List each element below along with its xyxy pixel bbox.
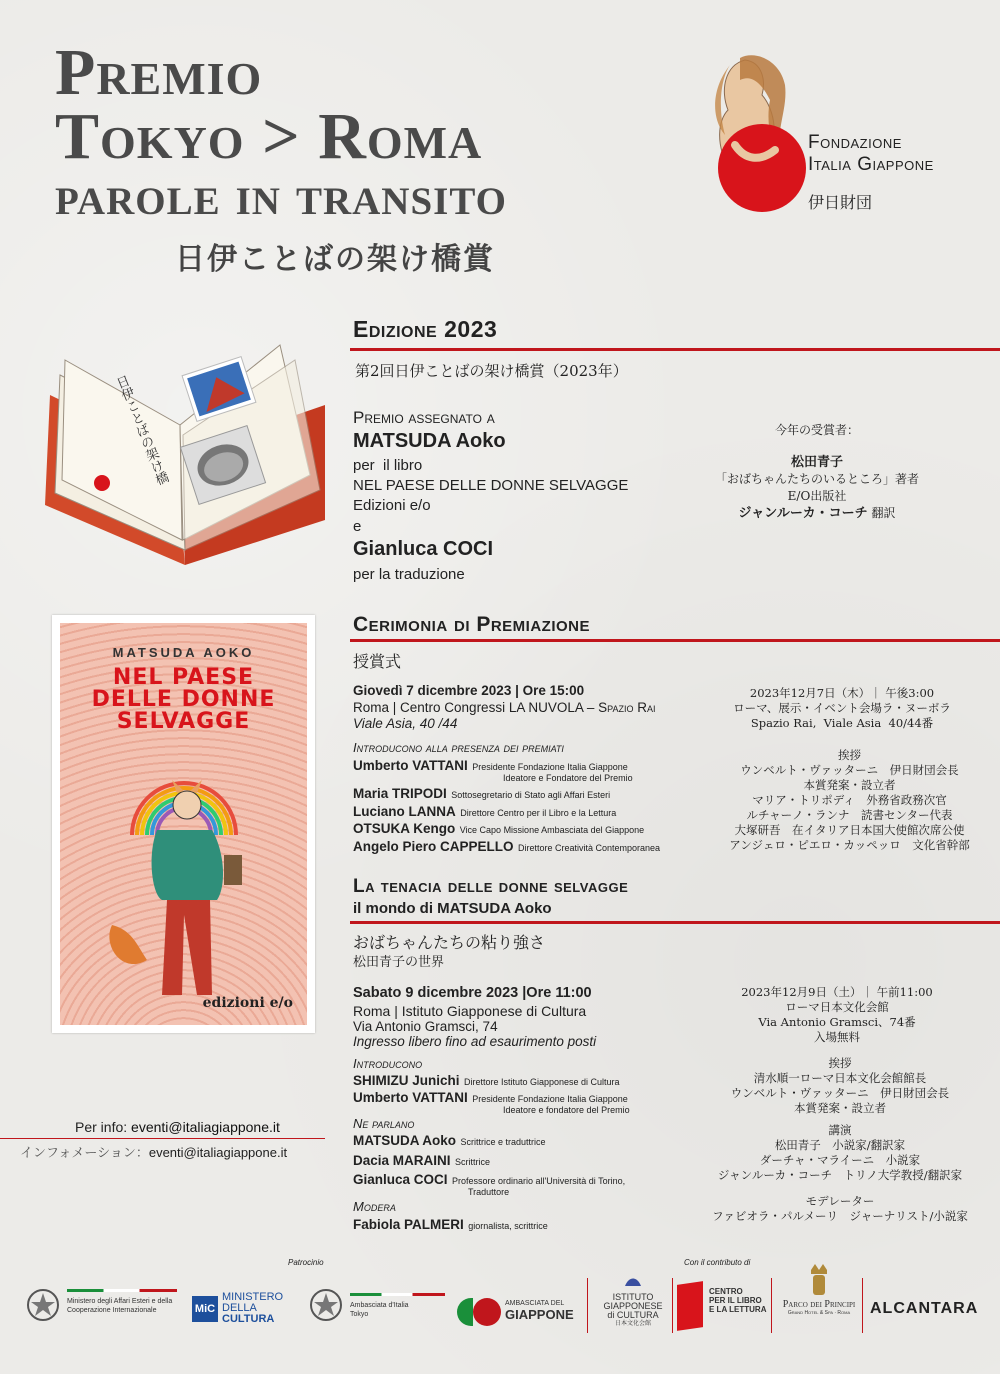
ceremony-jp-speakers — [712, 748, 987, 853]
jp-speaker: 大塚研吾 在イタリア日本国大使館次席公使 — [734, 823, 965, 837]
ceremony-speaker — [353, 838, 660, 856]
edition-title: Edizione 2023 — [353, 316, 498, 342]
red-sun-icon — [718, 124, 806, 212]
award-jp-winner1: 松田青子 — [790, 455, 843, 470]
tenacia-jp-address: Via Antonio Gramsci、74番 — [758, 1015, 916, 1029]
istituto-line2: GIAPPONESE — [603, 1301, 663, 1311]
title-line-1: Premio — [55, 36, 263, 109]
mic-line1: MINISTERO — [222, 1291, 284, 1303]
foundation-name-jp: 伊日財団 — [808, 193, 873, 212]
speaker-role-line2: Ideatore e fondatore del Premio — [503, 1105, 630, 1115]
jp-speaker: マリア・トリポディ 外務省政務次官 — [752, 793, 947, 807]
tenacia-jp-intro-label: 挨拶 — [828, 1056, 852, 1070]
open-book-illustration — [20, 315, 350, 570]
award-jp-header: 今年の受賞者： — [774, 423, 859, 437]
tenacia-jp-speakers — [690, 1056, 990, 1224]
cover-illustration — [52, 615, 315, 1033]
crane-icon — [623, 1272, 643, 1290]
crown-crest-icon — [808, 1262, 830, 1296]
ambasciata-italia-logo — [308, 1287, 448, 1327]
award-jp-column — [712, 422, 922, 522]
sponsor-divider — [862, 1278, 863, 1333]
japan-flag-icon — [457, 1298, 473, 1326]
award-jp-publisher: E/O出版社 — [787, 489, 847, 503]
award-book-title: NEL PAESE DELLE DONNE SELVAGGE — [353, 477, 629, 494]
speaker-role: Sottosegretario di Stato agli Affari Esteri — [451, 790, 611, 800]
info-line — [75, 1119, 280, 1135]
foundation-name-line1: Fondazione — [808, 132, 902, 153]
ambasciata-giappone-logo — [457, 1296, 582, 1332]
republic-emblem-icon — [308, 1287, 344, 1323]
tenacia-title: La tenacia delle donne selvagge — [353, 876, 629, 897]
cepell-logo — [677, 1283, 767, 1331]
award-winner-2: Gianluca COCI — [353, 538, 494, 560]
cover-title-line1: NEL PAESE — [112, 665, 255, 690]
ambasciata-giappone-line2: GIAPPONE — [505, 1307, 574, 1322]
award-and: e — [353, 518, 362, 535]
alcantara-logo: ALCANTARA — [870, 1300, 979, 1317]
maeci-label: Ministero degli Affari Esteri e della Cooperazione Internazionale — [67, 1298, 173, 1314]
info-jp-line — [20, 1142, 287, 1161]
speaker-name: Gianluca COCI — [353, 1172, 448, 1187]
tenacia-jp-details — [712, 985, 962, 1045]
tenacia-talk-speaker — [353, 1132, 545, 1150]
tenacia-place: Roma | Istituto Giapponese di Cultura — [353, 1003, 587, 1019]
book-red-icon — [677, 1281, 703, 1331]
jp-speaker: アンジェロ・ピエロ・カッペッロ 文化省幹部 — [729, 838, 970, 852]
speaker-role-line2: Ideatore e Fondatore del Premio — [503, 773, 633, 783]
parco-line2: Grand Hotel & Spa · Roma — [787, 1310, 851, 1316]
speaker-role: Direttore Creatività Contemporanea — [517, 843, 661, 853]
jp-speaker: ウンベルト・ヴァッターニ 伊日財団会長 — [730, 1086, 950, 1100]
award-jp-book: 「おばちゃんたちのいるところ」著者 — [714, 472, 919, 486]
award-winner-1: MATSUDA Aoko — [353, 430, 506, 452]
mic-line3: CULTURA — [222, 1313, 275, 1325]
tenacia-talk-speaker — [353, 1152, 490, 1170]
cover-author: MATSUDA AOKO — [112, 645, 255, 660]
patrocinio-label: Patrocinio — [288, 1258, 324, 1267]
edition-jp: 第2回日伊ことばの架け橋賞（2023年） — [355, 362, 628, 380]
speaker-name: Dacia MARAINI — [353, 1153, 451, 1168]
sponsor-divider — [672, 1278, 673, 1333]
parco-line1: Parco dei Principi — [782, 1299, 856, 1310]
ceremony-speaker — [353, 785, 610, 803]
speaker-role: Scrittrice — [454, 1157, 490, 1167]
award-for-translation: per la traduzione — [353, 566, 465, 583]
ceremony-date: Giovedì 7 dicembre 2023 | Ore 15:00 — [353, 683, 585, 698]
cepell-line1: CENTRO — [709, 1287, 743, 1296]
ceremony-title: Cerimonia di Premiazione — [353, 613, 591, 636]
jp-speaker: 松田青子 小説家/翻訳家 — [774, 1138, 906, 1152]
sponsor-divider — [771, 1278, 772, 1333]
info-rule — [0, 1138, 325, 1139]
istituto-giapponese-logo — [598, 1272, 668, 1332]
ceremony-rule — [350, 639, 1000, 642]
contributo-label: Con il contributo di — [684, 1258, 751, 1267]
ceremony-address: Viale Asia, 40 /44 — [353, 716, 458, 731]
foundation-name — [808, 132, 934, 176]
foundation-name-line2: Italia Giappone — [808, 154, 934, 175]
speaker-name: Maria TRIPODI — [353, 786, 447, 801]
ceremony-speaker — [353, 803, 616, 821]
istituto-line1: ISTITUTO — [612, 1292, 654, 1302]
ambasciata-italia-label: Ambasciata d'Italia Tokyo — [350, 1302, 409, 1318]
tenacia-subtitle: il mondo di MATSUDA Aoko — [353, 900, 552, 917]
maeci-logo — [25, 1287, 185, 1327]
ceremony-jp-address: Spazio Rai, Viale Asia 40/44番 — [750, 716, 934, 730]
tenacia-jp-entry: 入場無料 — [814, 1030, 860, 1044]
tenacia-talk-label: Ne parlano — [353, 1116, 415, 1131]
ambasciata-giappone-line1: AMBASCIATA DEL — [505, 1300, 565, 1307]
award-jp-winner2: ジャンルーカ・コーチ — [738, 506, 868, 521]
info-label: Per info: — [75, 1119, 128, 1135]
award-label: Premio assegnato a — [353, 408, 495, 427]
jp-moderator: ファビオラ・パルメーリ ジャーナリスト/小説家 — [712, 1209, 968, 1223]
jp-speaker: ウンベルト・ヴァッターニ 伊日財団会長 — [740, 763, 959, 777]
cover-publisher: edizioni e/o — [202, 995, 293, 1011]
mic-line2: DELLA — [222, 1302, 257, 1314]
info-jp-email-link[interactable]: eventi@italiagiappone.it — [148, 1145, 288, 1160]
tenacia-entry: Ingresso libero fino ad esaurimento posti — [353, 1034, 597, 1049]
jp-speaker: 本賞発案・設立者 — [803, 778, 896, 792]
cepell-line2: PER IL LIBRO — [709, 1296, 762, 1305]
ceremony-place — [353, 700, 655, 715]
istituto-line3: di CULTURA — [607, 1310, 659, 1320]
speaker-name: Angelo Piero CAPPELLO — [353, 839, 514, 854]
award-publisher: Edizioni e/o — [353, 497, 431, 514]
tenacia-intro-label: Introducono — [353, 1056, 423, 1071]
speaker-role: Direttore Istituto Giapponese di Cultura — [463, 1077, 620, 1087]
speaker-name: Umberto VATTANI — [353, 1090, 468, 1105]
speaker-role: Presidente Fondazione Italia Giappone — [472, 762, 628, 772]
info-email-link[interactable]: eventi@italiagiappone.it — [131, 1119, 280, 1135]
tenacia-jp-subtitle: 松田青子の世界 — [353, 955, 445, 970]
speaker-role: Professore ordinario all'Università di Torino, — [451, 1176, 626, 1186]
ceremony-intro-label: Introducono alla presenza dei premiati — [353, 740, 564, 755]
ceremony-place-suffix: Spazio Rai — [598, 700, 656, 715]
tenacia-jp-talk-label: 講演 — [828, 1123, 852, 1137]
tenacia-jp-title: おばちゃんたちの粘り強さ — [353, 933, 546, 952]
jp-speaker: ダーチャ・マライーニ 小説家 — [759, 1153, 921, 1167]
edition-rule — [350, 348, 1000, 351]
speaker-name: OTSUKA Kengo — [353, 821, 456, 836]
speaker-name: Luciano LANNA — [353, 804, 456, 819]
sponsor-divider — [587, 1278, 588, 1333]
ceremony-jp-place: ローマ、展示・イベント会場ラ・ヌーボラ — [733, 701, 951, 715]
speaker-role: Direttore Centro per il Libro e la Lettura — [460, 808, 617, 818]
info-jp-label: インフォメーション： — [20, 1146, 149, 1161]
book-cover — [52, 615, 315, 1033]
tenacia-mod-label: Modera — [353, 1199, 396, 1214]
tenacia-rule — [350, 921, 1000, 924]
speaker-role: Scrittrice e traduttrice — [460, 1137, 546, 1147]
tenacia-jp-date: 2023年12月9日（土）｜ 午前11:00 — [741, 985, 933, 999]
mic-logo — [192, 1290, 292, 1330]
tenacia-intro-speaker — [353, 1072, 620, 1090]
speaker-role: Vice Capo Missione Ambasciata del Giappone — [459, 825, 645, 835]
title-japanese: 日伊ことばの架け橋賞 — [175, 242, 495, 277]
ceremony-jp-date: 2023年12月7日（木）｜ 午後3:00 — [749, 686, 935, 700]
jp-speaker: ルチャーノ・ランナ 読書センター代表 — [746, 808, 953, 822]
tenacia-address: Via Antonio Gramsci, 74 — [353, 1019, 498, 1034]
japan-sun-icon — [473, 1298, 501, 1326]
ceremony-jp-intro-label: 挨拶 — [838, 748, 861, 762]
moderator-name: Fabiola PALMERI — [353, 1217, 464, 1232]
parco-principi-logo — [778, 1262, 860, 1334]
moderator-role: giornalista, scrittrice — [468, 1221, 548, 1231]
book-spine-text: 日伊ことばの架け橋 — [111, 373, 170, 488]
ceremony-place-prefix: Roma | Centro Congressi LA NUVOLA – — [353, 700, 599, 715]
speaker-name: SHIMIZU Junichi — [353, 1073, 460, 1088]
cover-title-line3: SELVAGGE — [116, 709, 251, 734]
speaker-name: MATSUDA Aoko — [353, 1133, 456, 1148]
cover-title-line2: DELLE DONNE — [91, 687, 276, 712]
ceremony-jp-details — [712, 686, 972, 731]
republic-emblem-icon — [25, 1287, 61, 1323]
speaker-role: Presidente Fondazione Italia Giappone — [472, 1094, 628, 1104]
tenacia-moderator — [353, 1216, 548, 1234]
jp-speaker: 本賞発案・設立者 — [794, 1101, 886, 1115]
jp-speaker: ジャンルーカ・コーチ トリノ大学教授/翻訳家 — [717, 1168, 963, 1182]
cepell-line3: E LA LETTURA — [709, 1305, 767, 1314]
tenacia-jp-mod-label: モデレーター — [805, 1194, 875, 1208]
title-line-3: parole in transito — [55, 165, 507, 227]
istituto-jp: 日本文化会館 — [614, 1321, 651, 1327]
venus-logo-image — [700, 50, 810, 220]
award-jp-winner2-role: 翻訳 — [871, 506, 896, 520]
ceremony-jp: 授賞式 — [353, 652, 402, 671]
speaker-role-line2: Traduttore — [468, 1187, 510, 1197]
award-for-book: per il libro — [353, 457, 423, 474]
speaker-name: Umberto VATTANI — [353, 758, 468, 773]
mic-badge: MiC — [192, 1296, 218, 1322]
jp-speaker: 清水順一ローマ日本文化会館館長 — [753, 1071, 927, 1085]
title-line-2: Tokyo > Roma — [55, 100, 483, 173]
tenacia-date: Sabato 9 dicembre 2023 |Ore 11:00 — [353, 985, 592, 1001]
tenacia-jp-place: ローマ日本文化会館 — [785, 1000, 889, 1014]
ceremony-speaker — [353, 820, 644, 838]
small-sun-icon — [94, 475, 110, 491]
